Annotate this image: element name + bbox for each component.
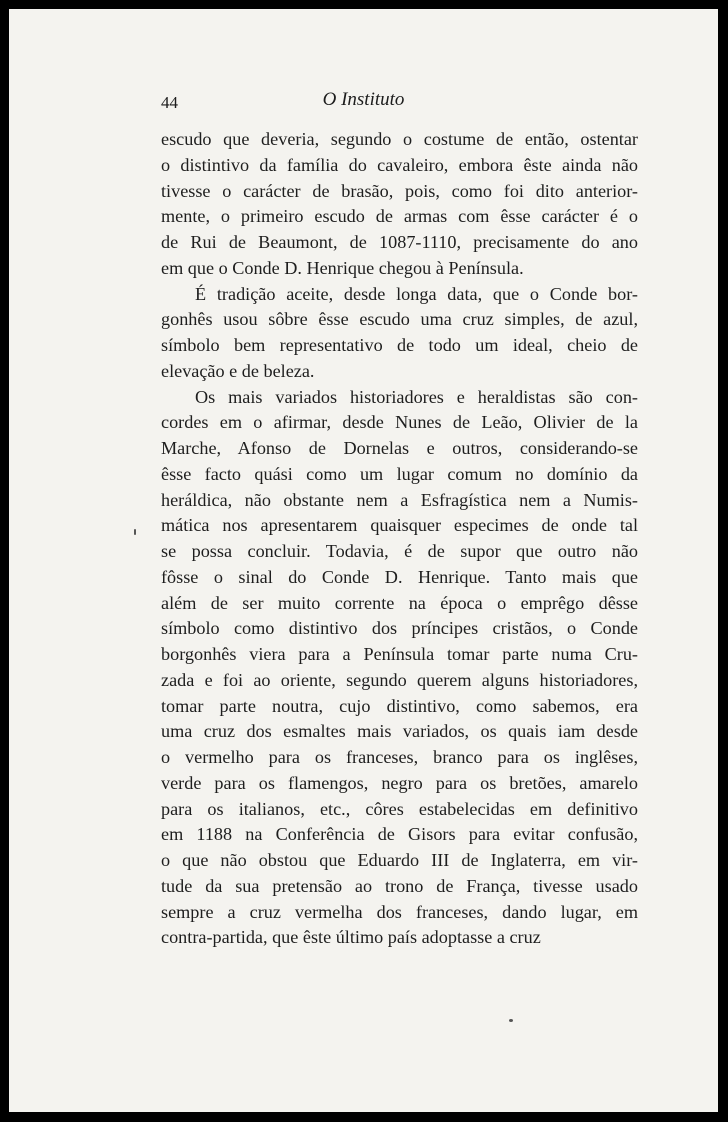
paper-speck	[134, 529, 136, 535]
scanned-page	[9, 9, 718, 1112]
text-line: êsse facto quási como um lugar comum no domínio da	[161, 463, 638, 484]
text-line: em que o Conde D. Henrique chegou à Península.	[161, 257, 524, 278]
text-line: verde para os flamengos, negro para os bretões, amarelo	[161, 772, 638, 793]
text-line: Marche, Afonso de Dornelas e outros, considerando-se	[161, 438, 638, 458]
text-line: tomar parte noutra, cujo distintivo, como sabemos, era	[161, 695, 638, 716]
text-line: mática nos apresentarem quaisquer especimes de onde tal	[161, 515, 638, 536]
text-line: borgonhês viera para a Península tomar parte numa Cru-	[161, 644, 638, 664]
text-line: fôsse o sinal do Conde D. Henrique. Tanto mais que	[161, 566, 638, 587]
text-line: Os mais variados historiadores e heraldistas são con-	[195, 386, 638, 407]
text-line: gonhês usou sôbre êsse escudo uma cruz simples, de azul,	[161, 309, 638, 330]
paper-speck	[509, 1019, 513, 1022]
text-line: em 1188 na Conferência de Gisors para evitar confusão,	[161, 824, 638, 845]
text-line: É tradição aceite, desde longa data, que o Conde bor-	[195, 283, 638, 304]
text-line: sempre a cruz vermelha dos franceses, dando lugar, em	[161, 901, 638, 922]
text-line: uma cruz dos esmaltes mais variados, os quais iam desde	[161, 721, 638, 742]
text-line: heráldica, não obstante nem a Esfragística nem a Numis-	[161, 489, 638, 510]
text-line: tivesse o carácter de brasão, pois, como foi dito anterior-	[161, 180, 638, 201]
body-text	[161, 127, 638, 951]
text-line: elevação e de beleza.	[161, 360, 315, 381]
text-line: símbolo como distintivo dos príncipes cristãos, o Conde	[161, 618, 638, 639]
page-number: 44	[161, 93, 178, 112]
text-line: símbolo bem representativo de todo um ideal, cheio de	[161, 335, 638, 355]
text-line: de Rui de Beaumont, de 1087-1110, precisamente do ano	[161, 232, 638, 252]
text-line: contra-partida, que êste último país adoptasse a cruz	[161, 927, 541, 948]
text-line: se possa concluir. Todavia, é de supor que outro não	[161, 541, 638, 561]
text-line: zada e foi ao oriente, segundo querem alguns historiadores,	[161, 669, 638, 690]
text-line: além de ser muito corrente na época o emprêgo dêsse	[161, 592, 638, 613]
text-line: o que não obstou que Eduardo III de Inglaterra, em vir-	[161, 850, 638, 870]
journal-title: O Instituto	[322, 89, 405, 110]
text-line: cordes em o afirmar, desde Nunes de Leão, Olivier de la	[161, 412, 638, 433]
text-line: o vermelho para os franceses, branco para os inglêses,	[161, 747, 638, 767]
text-line: escudo que deveria, segundo o costume de então, ostentar	[161, 129, 638, 149]
text-line: o distintivo da família do cavaleiro, embora êste ainda não	[161, 154, 638, 175]
running-head	[9, 89, 718, 119]
paragraph-3	[161, 385, 638, 952]
text-line: mente, o primeiro escudo de armas com êsse carácter é o	[161, 206, 638, 227]
text-line: tude da sua pretensão ao trono de França, tivesse usado	[161, 875, 638, 896]
paragraph-2	[161, 282, 638, 385]
text-line: para os italianos, etc., côres estabelecidas em definitivo	[161, 798, 638, 819]
paragraph-1	[161, 127, 638, 282]
